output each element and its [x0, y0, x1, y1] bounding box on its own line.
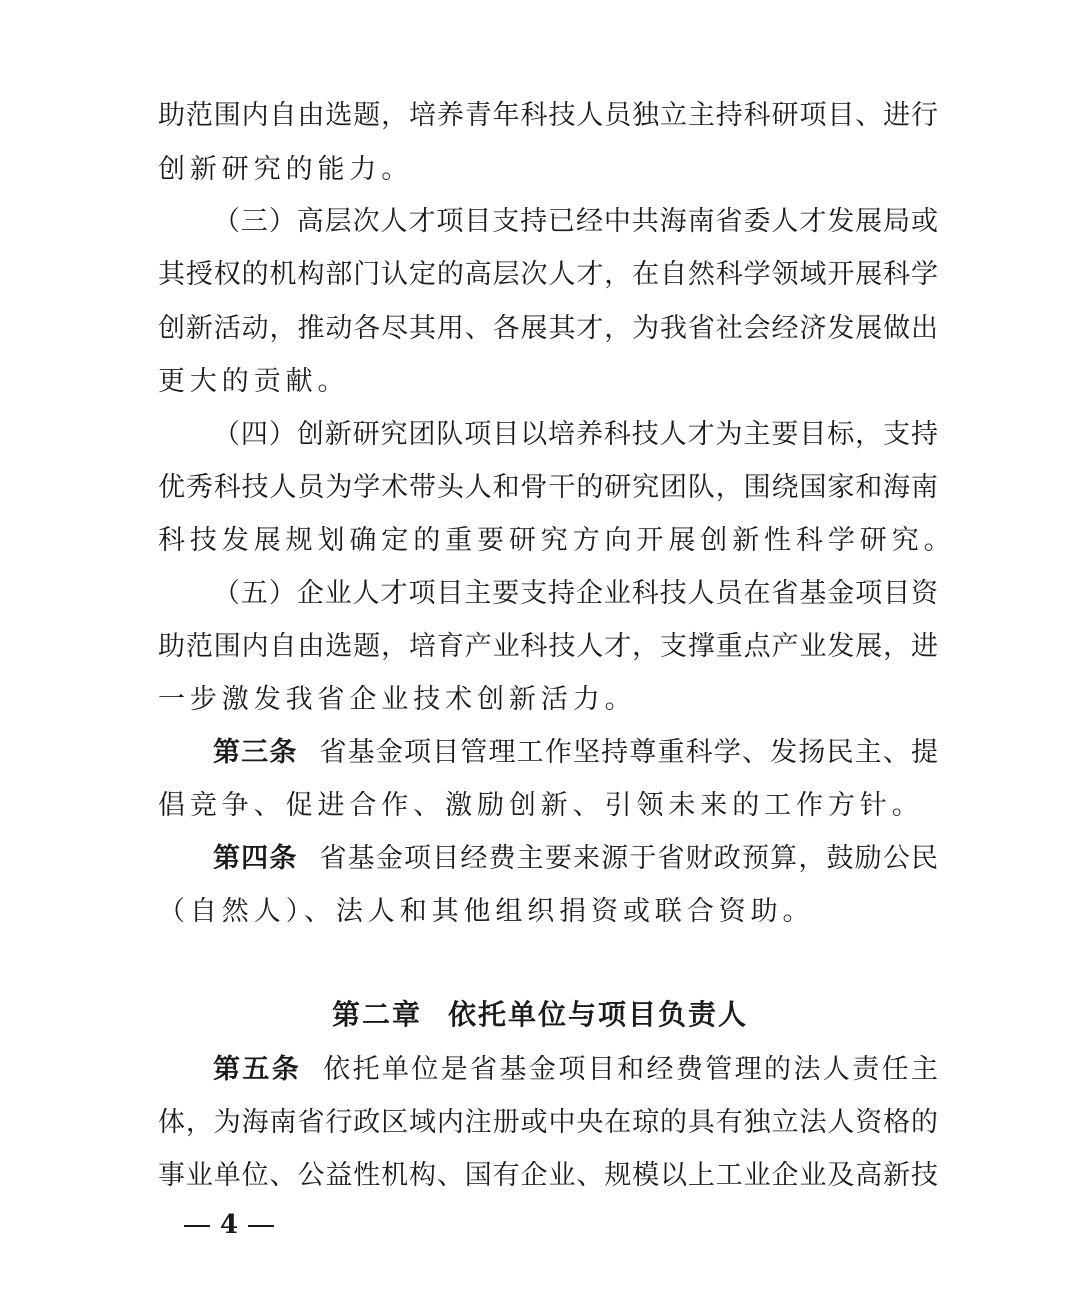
dash-left — [184, 1225, 210, 1227]
article-5-line-2: 体，为海南省行政区域内注册或中央在琼的具有独立法人资格的 — [158, 1107, 938, 1138]
article-3-line-1 — [213, 735, 938, 771]
paragraph-line: （四）创新研究团队项目以培养科技人才为主要目标，支持 — [213, 419, 938, 450]
paragraph-line: 优秀科技人员为学术带头人和骨干的研究团队，围绕国家和海南 — [158, 472, 938, 503]
chapter-heading — [0, 996, 1080, 1034]
chapter-number: 第二章 — [331, 998, 422, 1031]
paragraph-line: 其授权的机构部门认定的高层次人才，在自然科学领域开展科学 — [158, 259, 938, 290]
paragraph-line: （五）企业人才项目主要支持企业科技人员在省基金项目资 — [213, 578, 938, 609]
paragraph-line: 科技发展规划确定的重要研究方向开展创新性科学研究。 — [158, 525, 956, 556]
article-5-label: 第五条 — [213, 1054, 302, 1085]
paragraph-line: 一步激发我省企业技术创新活力。 — [158, 684, 637, 715]
chapter-title: 依托单位与项目负责人 — [448, 998, 749, 1031]
paragraph-line: 助范围内自由选题，培育产业科技人才，支撑重点产业发展，进 — [158, 631, 938, 662]
article-3-label: 第三条 — [213, 737, 298, 768]
paragraph-line: 创新活动，推动各尽其用、各展其才，为我省社会经济发展做出 — [158, 313, 938, 344]
paragraph-line: 助范围内自由选题，培养青年科技人员独立主持科研项目、进行 — [158, 100, 938, 131]
dash-right — [248, 1225, 274, 1227]
article-5-line-3: 事业单位、公益性机构、国有企业、规模以上工业企业及高新技 — [158, 1160, 938, 1191]
page-number — [174, 1208, 284, 1242]
article-5-line-1 — [213, 1052, 938, 1088]
article-4-line-1 — [213, 841, 938, 877]
article-4-text: 省基金项目经费主要来源于省财政预算，鼓励公民 — [319, 843, 938, 874]
article-4-label: 第四条 — [213, 843, 298, 874]
article-3-text: 省基金项目管理工作坚持尊重科学、发扬民主、提 — [319, 737, 938, 768]
page-number-value: 4 — [220, 1210, 239, 1240]
paragraph-line: （三）高层次人才项目支持已经中共海南省委人才发展局或 — [213, 206, 938, 237]
paragraph-line: 创新研究的能力。 — [158, 154, 414, 185]
article-5-text: 依托单位是省基金项目和经费管理的法人责任主 — [323, 1054, 939, 1085]
article-3-line-2: 倡竞争、促进合作、激励创新、引领未来的工作方针。 — [158, 790, 924, 821]
article-4-line-2: （自然人）、法人和其他组织捐资或联合资助。 — [158, 896, 815, 927]
paragraph-line: 更大的贡献。 — [158, 366, 350, 397]
